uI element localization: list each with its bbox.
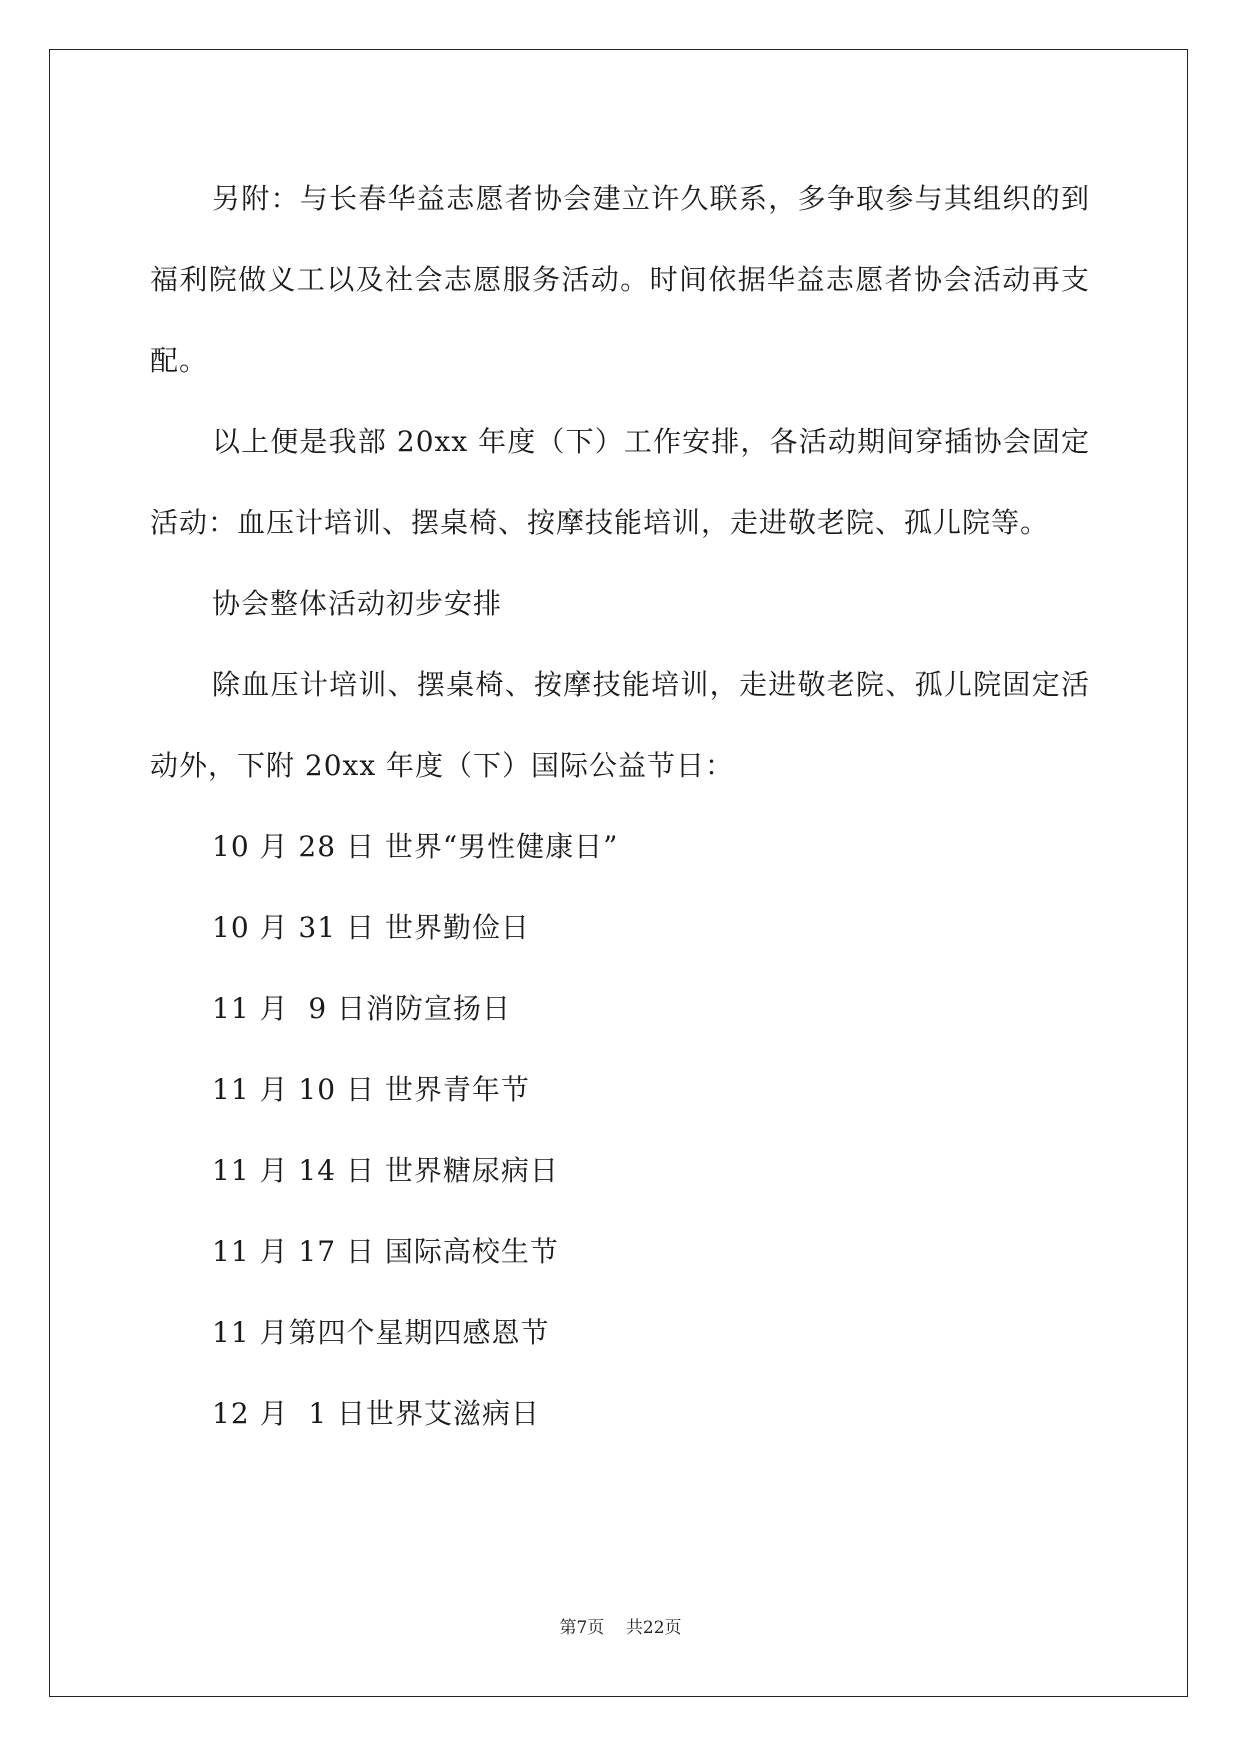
paragraph-summary: 以上便是我部 20xx 年度（下）工作安排，各活动期间穿插协会固定活动：血压计培训、摆桌椅、按摩技能培训，走进敬老院、孤儿院等。 (150, 425, 1090, 539)
page-total: 共22页 (625, 1618, 682, 1638)
paragraph-appendix: 另附：与长春华益志愿者协会建立许久联系，多争取参与其组织的到福利院做义工以及社会志愿服务活动。时间依据华益志愿者协会活动再支配。 (150, 182, 1090, 377)
date-item: 10 月 28 日 世界“男性健康日” (212, 830, 619, 863)
date-item: 12 月 1 日世界艾滋病日 (212, 1397, 541, 1430)
date-item: 11 月 9 日消防宣扬日 (212, 992, 512, 1025)
paragraph-intro-dates: 除血压计培训、摆桌椅、按摩技能培训，走进敬老院、孤儿院固定活动外，下附 20xx 年度（下）国际公益节日： (150, 668, 1090, 782)
date-item: 11 月 17 日 国际高校生节 (212, 1235, 559, 1268)
date-item: 11 月 10 日 世界青年节 (212, 1073, 530, 1106)
date-item: 11 月第四个星期四感恩节 (212, 1316, 550, 1349)
section-heading: 协会整体活动初步安排 (212, 587, 503, 620)
document-body (150, 158, 1090, 1454)
date-item: 10 月 31 日 世界勤俭日 (212, 911, 530, 944)
page-number: 第7页 (559, 1618, 605, 1638)
page-footer (0, 1616, 1241, 1640)
date-item: 11 月 14 日 世界糖尿病日 (212, 1154, 559, 1187)
